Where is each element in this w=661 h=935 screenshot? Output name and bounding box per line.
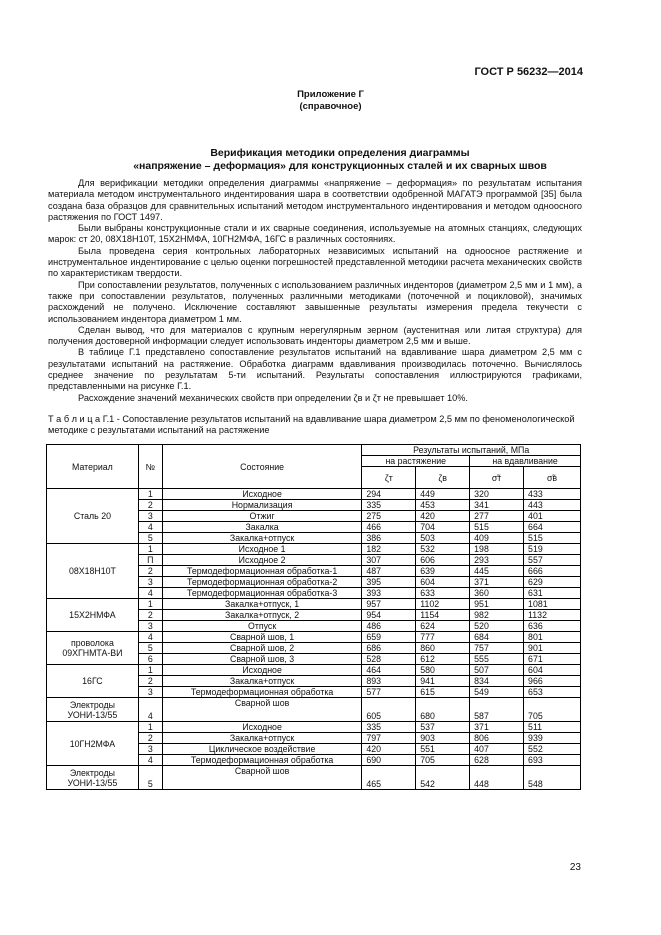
cell-number: 4 xyxy=(138,755,162,766)
cell-zeta-v: 420 xyxy=(416,511,470,522)
cell-number: 5 xyxy=(138,766,162,790)
cell-zeta-t: 487 xyxy=(362,566,416,577)
table-row xyxy=(47,766,581,790)
cell-zeta-t: 954 xyxy=(362,610,416,621)
cell-zeta-t: 386 xyxy=(362,533,416,544)
cell-state: Закалка+отпуск, 2 xyxy=(162,610,362,621)
cell-state: Закалка+отпуск xyxy=(162,733,362,744)
cell-material: Электроды УОНИ-13/55 xyxy=(47,766,139,790)
cell-number: 1 xyxy=(138,544,162,555)
cell-sigma-t: 515 xyxy=(470,522,524,533)
cell-sigma-v: 519 xyxy=(524,544,581,555)
col-results: Результаты испытаний, МПа xyxy=(362,445,581,456)
cell-number: 4 xyxy=(138,588,162,599)
cell-state: Сварной шов, 3 xyxy=(162,654,362,665)
cell-zeta-t: 335 xyxy=(362,500,416,511)
col-sigma-v: σ̃в xyxy=(524,467,581,489)
paragraph: В таблице Г.1 представлено сопоставление результатов испытаний на вдавливание шара диаметром 2,5 мм с результатами испытаний на растяжение. Обработка диаграмм вдавливания производилась поточечно. Вычислялось среднее значение по результатам 5-ти испытаний. Результаты сопоставления иллюстрируются графиками, представленными на рисунке Г.1. xyxy=(48,347,582,392)
cell-sigma-t: 684 xyxy=(470,632,524,643)
cell-sigma-t: 448 xyxy=(470,766,524,790)
cell-zeta-v: 542 xyxy=(416,766,470,790)
cell-zeta-v: 503 xyxy=(416,533,470,544)
cell-zeta-t: 893 xyxy=(362,676,416,687)
cell-number: П xyxy=(138,555,162,566)
cell-material: 08Х18Н10Т xyxy=(47,544,139,599)
col-tension: на растяжение xyxy=(362,456,470,467)
cell-sigma-v: 1132 xyxy=(524,610,581,621)
cell-number: 2 xyxy=(138,610,162,621)
cell-number: 6 xyxy=(138,654,162,665)
cell-sigma-t: 951 xyxy=(470,599,524,610)
cell-zeta-v: 453 xyxy=(416,500,470,511)
cell-zeta-v: 580 xyxy=(416,665,470,676)
cell-zeta-t: 307 xyxy=(362,555,416,566)
cell-zeta-v: 604 xyxy=(416,577,470,588)
cell-sigma-v: 511 xyxy=(524,722,581,733)
cell-sigma-v: 636 xyxy=(524,621,581,632)
cell-zeta-t: 528 xyxy=(362,654,416,665)
cell-number: 2 xyxy=(138,676,162,687)
cell-number: 4 xyxy=(138,632,162,643)
cell-zeta-t: 294 xyxy=(362,489,416,500)
cell-state: Циклическое воздействие xyxy=(162,744,362,755)
table-caption: Т а б л и ц а Г.1 - Сопоставление результатов испытаний на вдавливание шара диаметром 2,5 мм по феноменологической методике с результатами испытаний на растяжение xyxy=(48,414,575,436)
table-row xyxy=(47,632,581,643)
cell-zeta-t: 605 xyxy=(362,698,416,722)
table-row xyxy=(47,722,581,733)
cell-state: Сварной шов xyxy=(162,698,362,722)
cell-zeta-v: 551 xyxy=(416,744,470,755)
cell-number: 3 xyxy=(138,744,162,755)
cell-number: 3 xyxy=(138,511,162,522)
cell-material: Сталь 20 xyxy=(47,489,139,544)
cell-number: 3 xyxy=(138,621,162,632)
cell-sigma-v: 443 xyxy=(524,500,581,511)
paragraph: Сделан вывод, что для материалов с крупным нерегулярным зерном (аустенитная или литая структура) для получения достоверной информации следует использовать инденторы диаметром 2,5 мм и выше. xyxy=(48,324,582,347)
table-row xyxy=(47,599,581,610)
cell-material: 10ГН2МФА xyxy=(47,722,139,766)
cell-sigma-t: 371 xyxy=(470,577,524,588)
cell-sigma-v: 693 xyxy=(524,755,581,766)
section-title-line-1: Верификация методики определения диаграммы xyxy=(210,147,470,159)
table-body xyxy=(47,489,581,790)
cell-zeta-t: 420 xyxy=(362,744,416,755)
cell-state: Сварной шов xyxy=(162,766,362,790)
section-title xyxy=(40,147,640,173)
cell-number: 3 xyxy=(138,687,162,698)
cell-zeta-v: 903 xyxy=(416,733,470,744)
cell-sigma-t: 757 xyxy=(470,643,524,654)
cell-number: 1 xyxy=(138,665,162,676)
cell-zeta-t: 395 xyxy=(362,577,416,588)
cell-zeta-v: 612 xyxy=(416,654,470,665)
cell-zeta-v: 941 xyxy=(416,676,470,687)
cell-state: Исходное xyxy=(162,722,362,733)
cell-zeta-t: 465 xyxy=(362,766,416,790)
cell-sigma-t: 549 xyxy=(470,687,524,698)
cell-zeta-t: 486 xyxy=(362,621,416,632)
col-number: № xyxy=(138,445,162,489)
cell-sigma-t: 555 xyxy=(470,654,524,665)
cell-zeta-v: 449 xyxy=(416,489,470,500)
col-sigma-t: σ̃т xyxy=(470,467,524,489)
cell-number: 2 xyxy=(138,733,162,744)
cell-number: 4 xyxy=(138,698,162,722)
cell-number: 2 xyxy=(138,566,162,577)
cell-zeta-v: 1102 xyxy=(416,599,470,610)
cell-state: Термодеформационная обработка xyxy=(162,687,362,698)
cell-sigma-t: 520 xyxy=(470,621,524,632)
cell-zeta-t: 466 xyxy=(362,522,416,533)
cell-zeta-t: 464 xyxy=(362,665,416,676)
cell-zeta-v: 704 xyxy=(416,522,470,533)
cell-zeta-t: 659 xyxy=(362,632,416,643)
cell-sigma-v: 939 xyxy=(524,733,581,744)
cell-sigma-t: 371 xyxy=(470,722,524,733)
cell-sigma-v: 401 xyxy=(524,511,581,522)
col-zeta-v: ζв xyxy=(416,467,470,489)
cell-state: Нормализация xyxy=(162,500,362,511)
paragraph: Была проведена серия контрольных лабораторных независимых испытаний на одноосное растяжение и инструментальное индентирование с целью оценки погрешностей представленной методики расчета механических свойств по характеристикам твердости. xyxy=(48,245,582,279)
cell-number: 1 xyxy=(138,599,162,610)
cell-sigma-v: 901 xyxy=(524,643,581,654)
cell-zeta-t: 690 xyxy=(362,755,416,766)
cell-sigma-t: 409 xyxy=(470,533,524,544)
cell-sigma-v: 801 xyxy=(524,632,581,643)
cell-state: Закалка xyxy=(162,522,362,533)
cell-sigma-t: 320 xyxy=(470,489,524,500)
col-indent: на вдавливание xyxy=(470,456,581,467)
cell-zeta-v: 680 xyxy=(416,698,470,722)
cell-sigma-v: 705 xyxy=(524,698,581,722)
col-zeta-t: ζт xyxy=(362,467,416,489)
cell-zeta-v: 777 xyxy=(416,632,470,643)
cell-sigma-t: 360 xyxy=(470,588,524,599)
paragraph: Были выбраны конструкционные стали и их сварные соединения, используемые на атомных станциях, следующих марок: ст 20, 08Х18Н10Т, 15Х2НМФА, 10ГН2МФА, 16ГС в различных состояниях. xyxy=(48,223,582,245)
cell-sigma-t: 293 xyxy=(470,555,524,566)
cell-state: Исходное xyxy=(162,489,362,500)
cell-zeta-v: 1154 xyxy=(416,610,470,621)
cell-sigma-t: 341 xyxy=(470,500,524,511)
cell-sigma-v: 666 xyxy=(524,566,581,577)
paragraph: Расхождение значений механических свойств при определении ζв и ζт не превышает 10%. xyxy=(78,392,468,403)
cell-zeta-v: 624 xyxy=(416,621,470,632)
cell-material: 15Х2НМФА xyxy=(47,599,139,632)
cell-material: 16ГС xyxy=(47,665,139,698)
section-title-line-2: «напряжение – деформация» для конструкционных сталей и их сварных швов xyxy=(133,160,547,172)
cell-zeta-v: 537 xyxy=(416,722,470,733)
cell-number: 5 xyxy=(138,533,162,544)
cell-state: Отжиг xyxy=(162,511,362,522)
cell-zeta-t: 393 xyxy=(362,588,416,599)
cell-number: 4 xyxy=(138,522,162,533)
cell-material: проволока 09ХГНМТА-ВИ xyxy=(47,632,139,665)
cell-sigma-t: 982 xyxy=(470,610,524,621)
cell-sigma-v: 664 xyxy=(524,522,581,533)
cell-sigma-t: 507 xyxy=(470,665,524,676)
cell-number: 1 xyxy=(138,722,162,733)
cell-sigma-v: 671 xyxy=(524,654,581,665)
cell-sigma-v: 433 xyxy=(524,489,581,500)
cell-zeta-t: 686 xyxy=(362,643,416,654)
cell-sigma-v: 515 xyxy=(524,533,581,544)
cell-zeta-t: 182 xyxy=(362,544,416,555)
results-table xyxy=(46,444,581,790)
body-text xyxy=(48,178,582,404)
table-row xyxy=(47,665,581,676)
cell-state: Термодеформационная обработка-3 xyxy=(162,588,362,599)
cell-sigma-t: 806 xyxy=(470,733,524,744)
cell-sigma-v: 552 xyxy=(524,744,581,755)
cell-zeta-v: 639 xyxy=(416,566,470,577)
cell-state: Исходное xyxy=(162,665,362,676)
page-number: 23 xyxy=(569,862,581,873)
paragraph: При сопоставлении результатов, полученных с использованием различных инденторов (диаметром 2,5 мм и 1 мм), а также при сопоставлении результатов, полученных различными методиками (поточечной и поцикловой), значимых расхождений не получено. Исключение составляют завышенные результаты измерения предела текучести с использованием индентора диаметром 1 мм. xyxy=(48,279,582,324)
cell-state: Термодеформационная обработка-2 xyxy=(162,577,362,588)
cell-sigma-t: 834 xyxy=(470,676,524,687)
cell-sigma-t: 198 xyxy=(470,544,524,555)
cell-sigma-v: 604 xyxy=(524,665,581,676)
table-row xyxy=(47,698,581,722)
cell-sigma-v: 557 xyxy=(524,555,581,566)
col-material: Материал xyxy=(47,445,139,489)
appendix-subtitle: (справочное) xyxy=(299,101,362,112)
cell-sigma-v: 548 xyxy=(524,766,581,790)
cell-sigma-v: 966 xyxy=(524,676,581,687)
cell-sigma-v: 631 xyxy=(524,588,581,599)
cell-state: Отпуск xyxy=(162,621,362,632)
cell-state: Закалка+отпуск xyxy=(162,676,362,687)
cell-number: 5 xyxy=(138,643,162,654)
table-row xyxy=(47,489,581,500)
cell-state: Термодеформационная обработка xyxy=(162,755,362,766)
cell-state: Сварной шов, 1 xyxy=(162,632,362,643)
cell-zeta-v: 633 xyxy=(416,588,470,599)
table-row xyxy=(47,544,581,555)
cell-zeta-t: 335 xyxy=(362,722,416,733)
paragraph: Для верификации методики определения диаграммы «напряжение – деформация» по результатам испытания материала методом инструментального индентирования шара в соответствии одобренной МАГАТЭ программой [35] была создана база образцов для сравнительных испытаний методом инструментального индентирования и методом одноосного растяжения по ГОСТ 1497. xyxy=(48,178,582,222)
cell-sigma-v: 629 xyxy=(524,577,581,588)
cell-state: Термодеформационная обработка-1 xyxy=(162,566,362,577)
cell-zeta-v: 705 xyxy=(416,755,470,766)
cell-zeta-t: 275 xyxy=(362,511,416,522)
cell-state: Закалка+отпуск, 1 xyxy=(162,599,362,610)
cell-sigma-v: 653 xyxy=(524,687,581,698)
cell-sigma-v: 1081 xyxy=(524,599,581,610)
cell-material: Электроды УОНИ-13/55 xyxy=(47,698,139,722)
cell-number: 1 xyxy=(138,489,162,500)
standard-number: ГОСТ Р 56232—2014 xyxy=(474,66,583,78)
cell-zeta-t: 957 xyxy=(362,599,416,610)
cell-number: 2 xyxy=(138,500,162,511)
cell-zeta-v: 532 xyxy=(416,544,470,555)
cell-sigma-t: 587 xyxy=(470,698,524,722)
cell-zeta-v: 615 xyxy=(416,687,470,698)
cell-zeta-v: 860 xyxy=(416,643,470,654)
cell-sigma-t: 445 xyxy=(470,566,524,577)
col-state: Состояние xyxy=(162,445,362,489)
cell-zeta-t: 577 xyxy=(362,687,416,698)
cell-state: Исходное 2 xyxy=(162,555,362,566)
cell-state: Исходное 1 xyxy=(162,544,362,555)
cell-number: 3 xyxy=(138,577,162,588)
cell-state: Сварной шов, 2 xyxy=(162,643,362,654)
cell-zeta-t: 797 xyxy=(362,733,416,744)
appendix-title: Приложение Г xyxy=(297,89,364,100)
cell-sigma-t: 407 xyxy=(470,744,524,755)
cell-state: Закалка+отпуск xyxy=(162,533,362,544)
cell-sigma-t: 628 xyxy=(470,755,524,766)
cell-sigma-t: 277 xyxy=(470,511,524,522)
cell-zeta-v: 606 xyxy=(416,555,470,566)
